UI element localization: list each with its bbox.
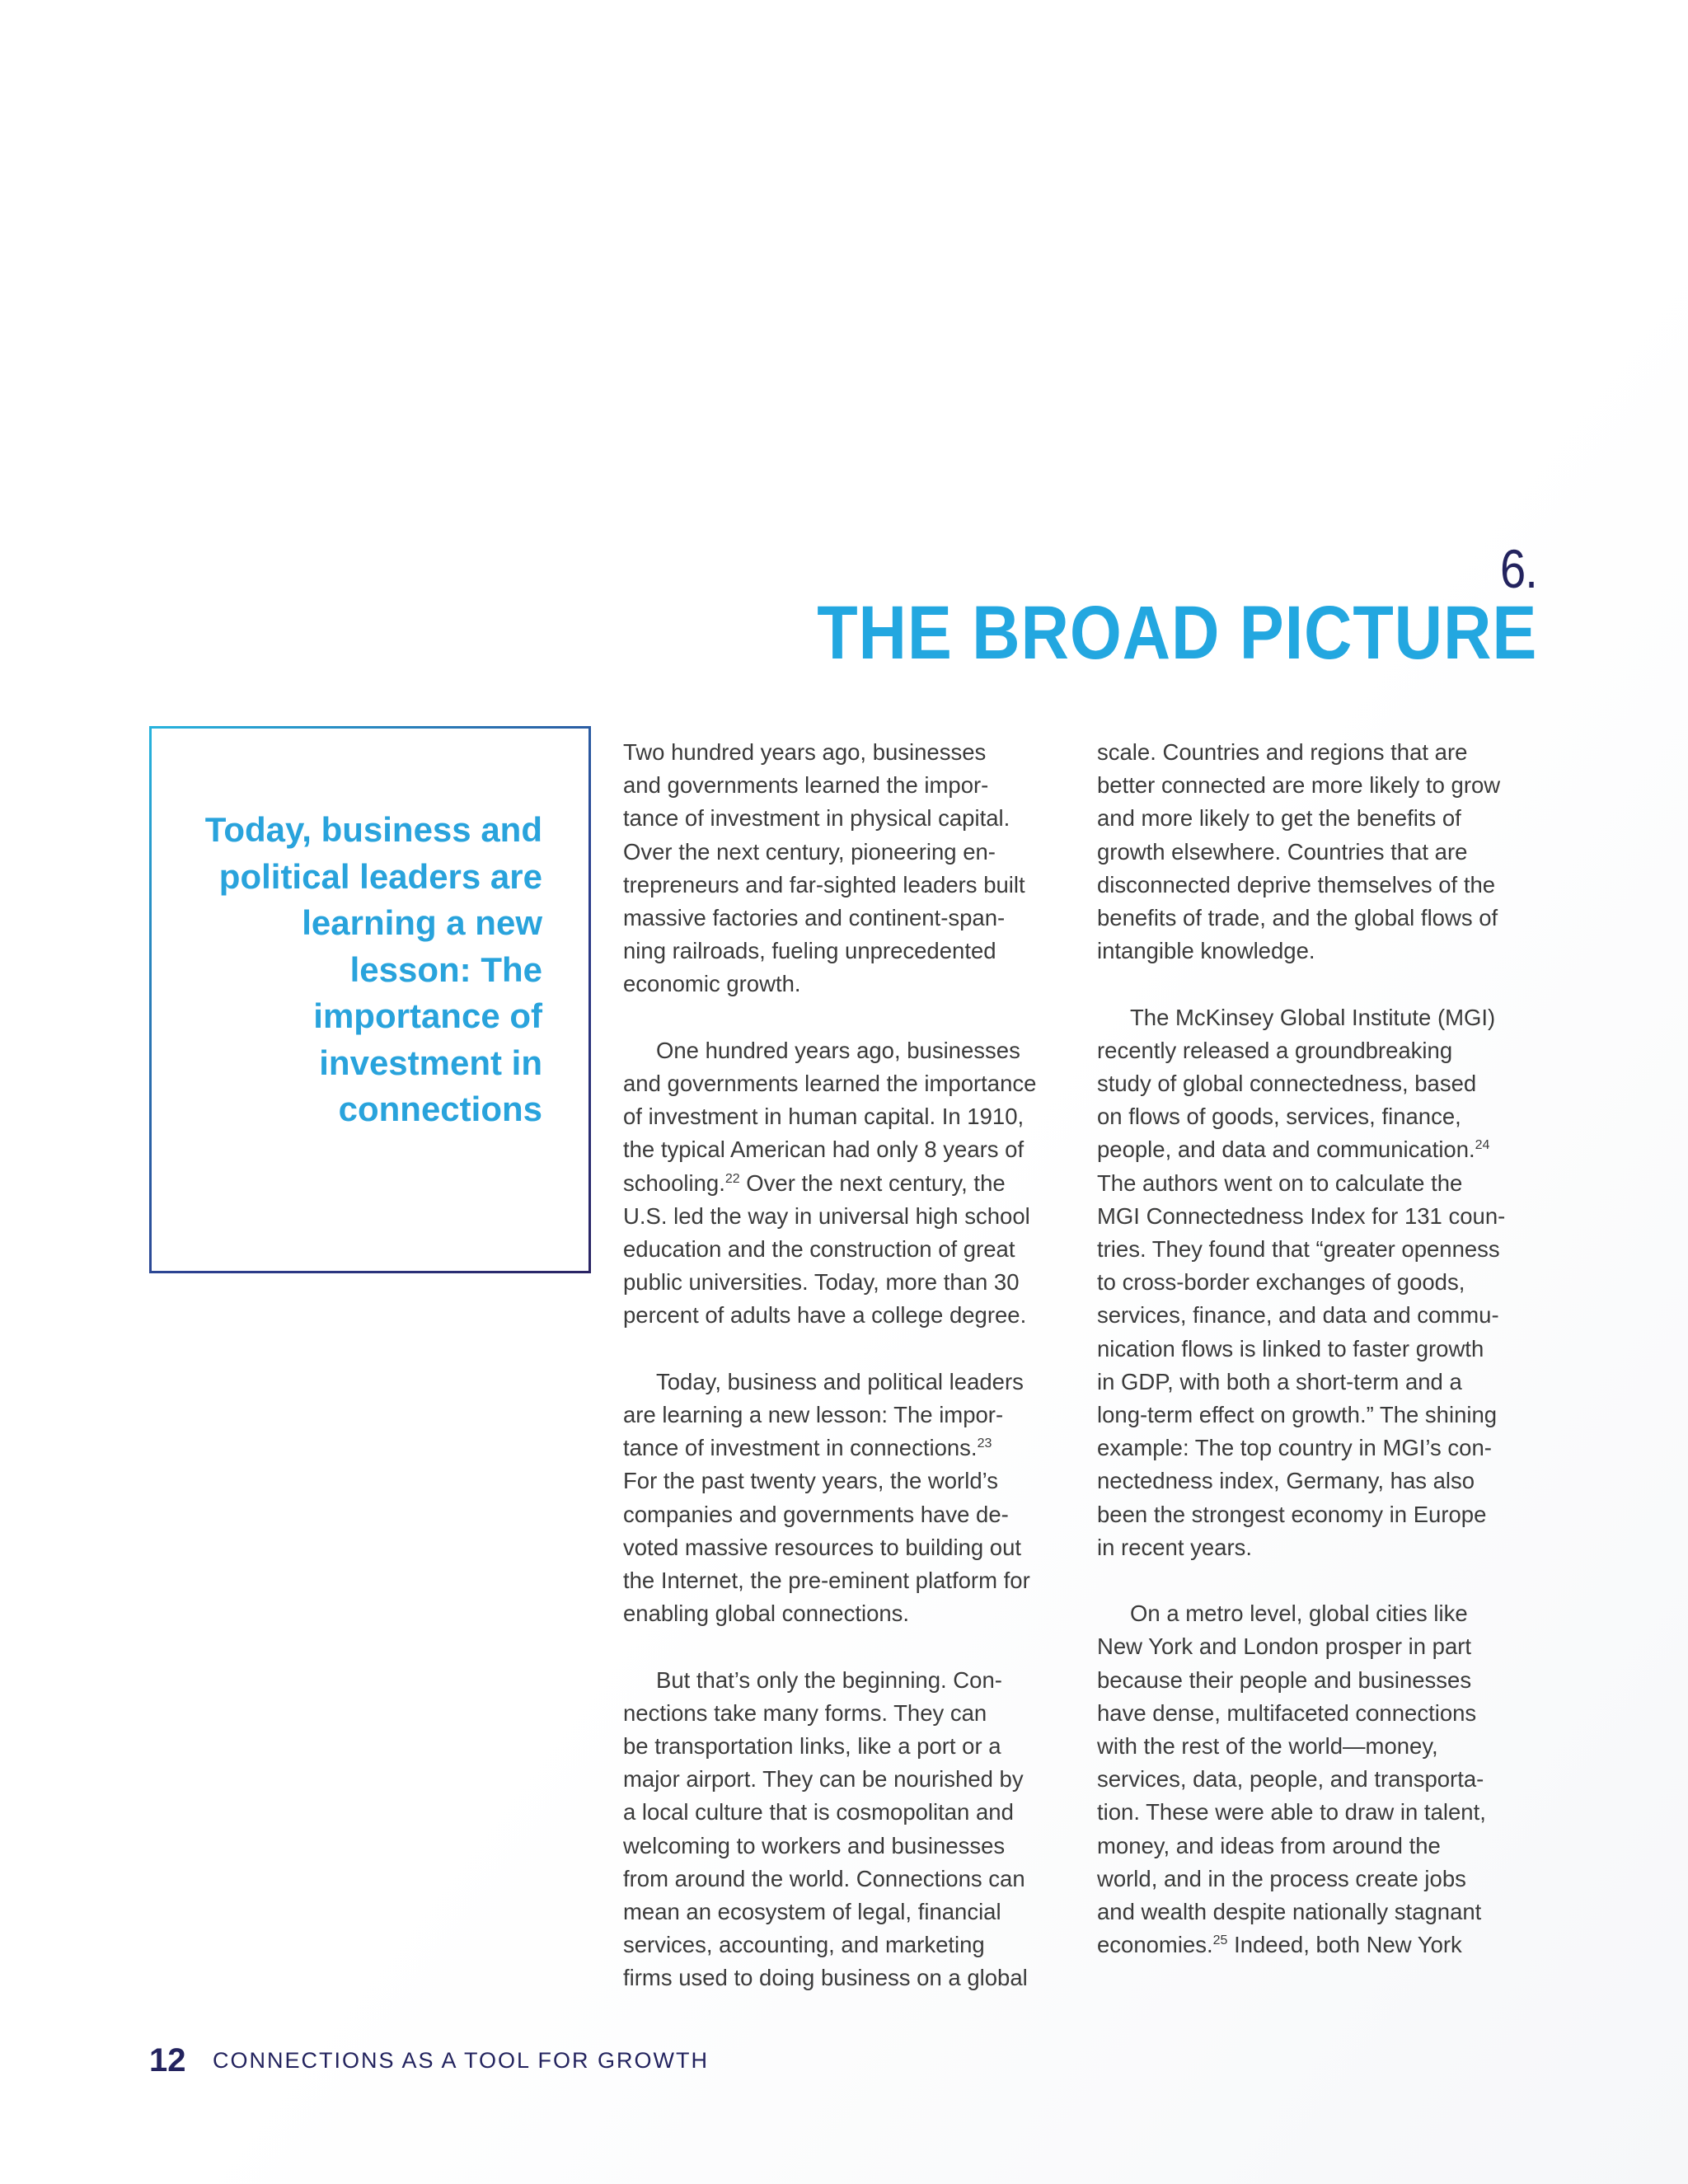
paragraph-text: On a metro level, global cities like New York and London prosper in part because their people and businesses have dense, multifaceted connections with the rest of the world—money, services, data, people, and transporta- tion. These were able to draw in talent, money, and ideas from around the world, and in the process create jobs and wealth despite nationally stagnant economies.: [1097, 1601, 1486, 1958]
paragraph: Two hundred years ago, businesses and governments learned the impor- tance of investment in physical capital. Over the next century, pioneering en- trepreneurs and far-sighted leaders built massive factories and continent-span- ning railroads, fueling unprecedented economic growth.: [623, 739, 1025, 997]
paragraph-text: Indeed, both New York: [1227, 1932, 1462, 1958]
body-column-1: [623, 736, 1068, 2028]
footnote-ref: 23: [977, 1436, 992, 1451]
page-number: 12: [149, 2042, 186, 2079]
running-title: CONNECTIONS AS A TOOL FOR GROWTH: [212, 2048, 710, 2073]
footnote-ref: 24: [1475, 1138, 1490, 1153]
paragraph: [1097, 1001, 1546, 1564]
page-footer: [149, 2042, 709, 2079]
paragraph-text: The McKinsey Global Institute (MGI) recently released a groundbreaking study of global connectedness, based on flows of goods, services, finance, people, and data and communication.: [1097, 1004, 1496, 1163]
chapter-title: THE BROAD PICTURE: [816, 591, 1537, 675]
pull-quote: Today, business and political leaders are learning a new lesson: The importance of investment in connections: [204, 810, 542, 1128]
footnote-ref: 22: [724, 1171, 740, 1186]
paragraph: [623, 1034, 1068, 1333]
footnote-ref: 25: [1212, 1933, 1228, 1948]
paragraph: [1097, 1597, 1546, 1961]
paragraph-text: For the past twenty years, the world’s companies and governments have de- voted massive resources to building out the Internet, the pre-eminent platform for enabling global connections.: [623, 1468, 1030, 1627]
paragraph: [623, 1366, 1068, 1631]
pull-quote-box: [149, 726, 591, 1273]
paragraph-text: One hundred years ago, businesses and governments learned the importance of investment in human capital. In 1910, the typical American had only 8 years of schooling.: [623, 1037, 1037, 1196]
paragraph: scale. Countries and regions that are better connected are more likely to grow and more likely to get the benefits of growth elsewhere. Countries that are disconnected deprive themselves of the benefits of trade, and the global flows of intangible knowledge.: [1097, 739, 1501, 964]
chapter-number: 6.: [1499, 538, 1537, 599]
paragraph: But that’s only the beginning. Con- nections take many forms. They can be transportation links, like a port or a major airport. They can be nourished by a local culture that is cosmopolitan and welcoming to workers and businesses from around the world. Connections can mean an ecosystem of legal, financial services, accounting, and marketing firms used to doing business on a global: [623, 1666, 1028, 1991]
paragraph-text: Today, business and political leaders are learning a new lesson: The impor- tance of investment in connections.: [623, 1368, 1024, 1461]
body-column-2: [1097, 736, 1546, 1995]
paragraph-text: The authors went on to calculate the MGI Connectedness Index for 131 coun- tries. They found that “greater openness to cross-border exchanges of goods, services, finance, and data and commu- nication flows is linked to faster growth in GDP, with both a short-term and a long-term effect on growth.” The shining example: The top country in MGI’s con- nectedness index, Germany, has also been the strongest economy in Europe in recent years.: [1097, 1169, 1506, 1560]
paragraph-text: Over the next century, the U.S. led the way in universal high school education and the construction of great public universities. Today, more than 30 percent of adults have a college degree.: [623, 1169, 1030, 1329]
